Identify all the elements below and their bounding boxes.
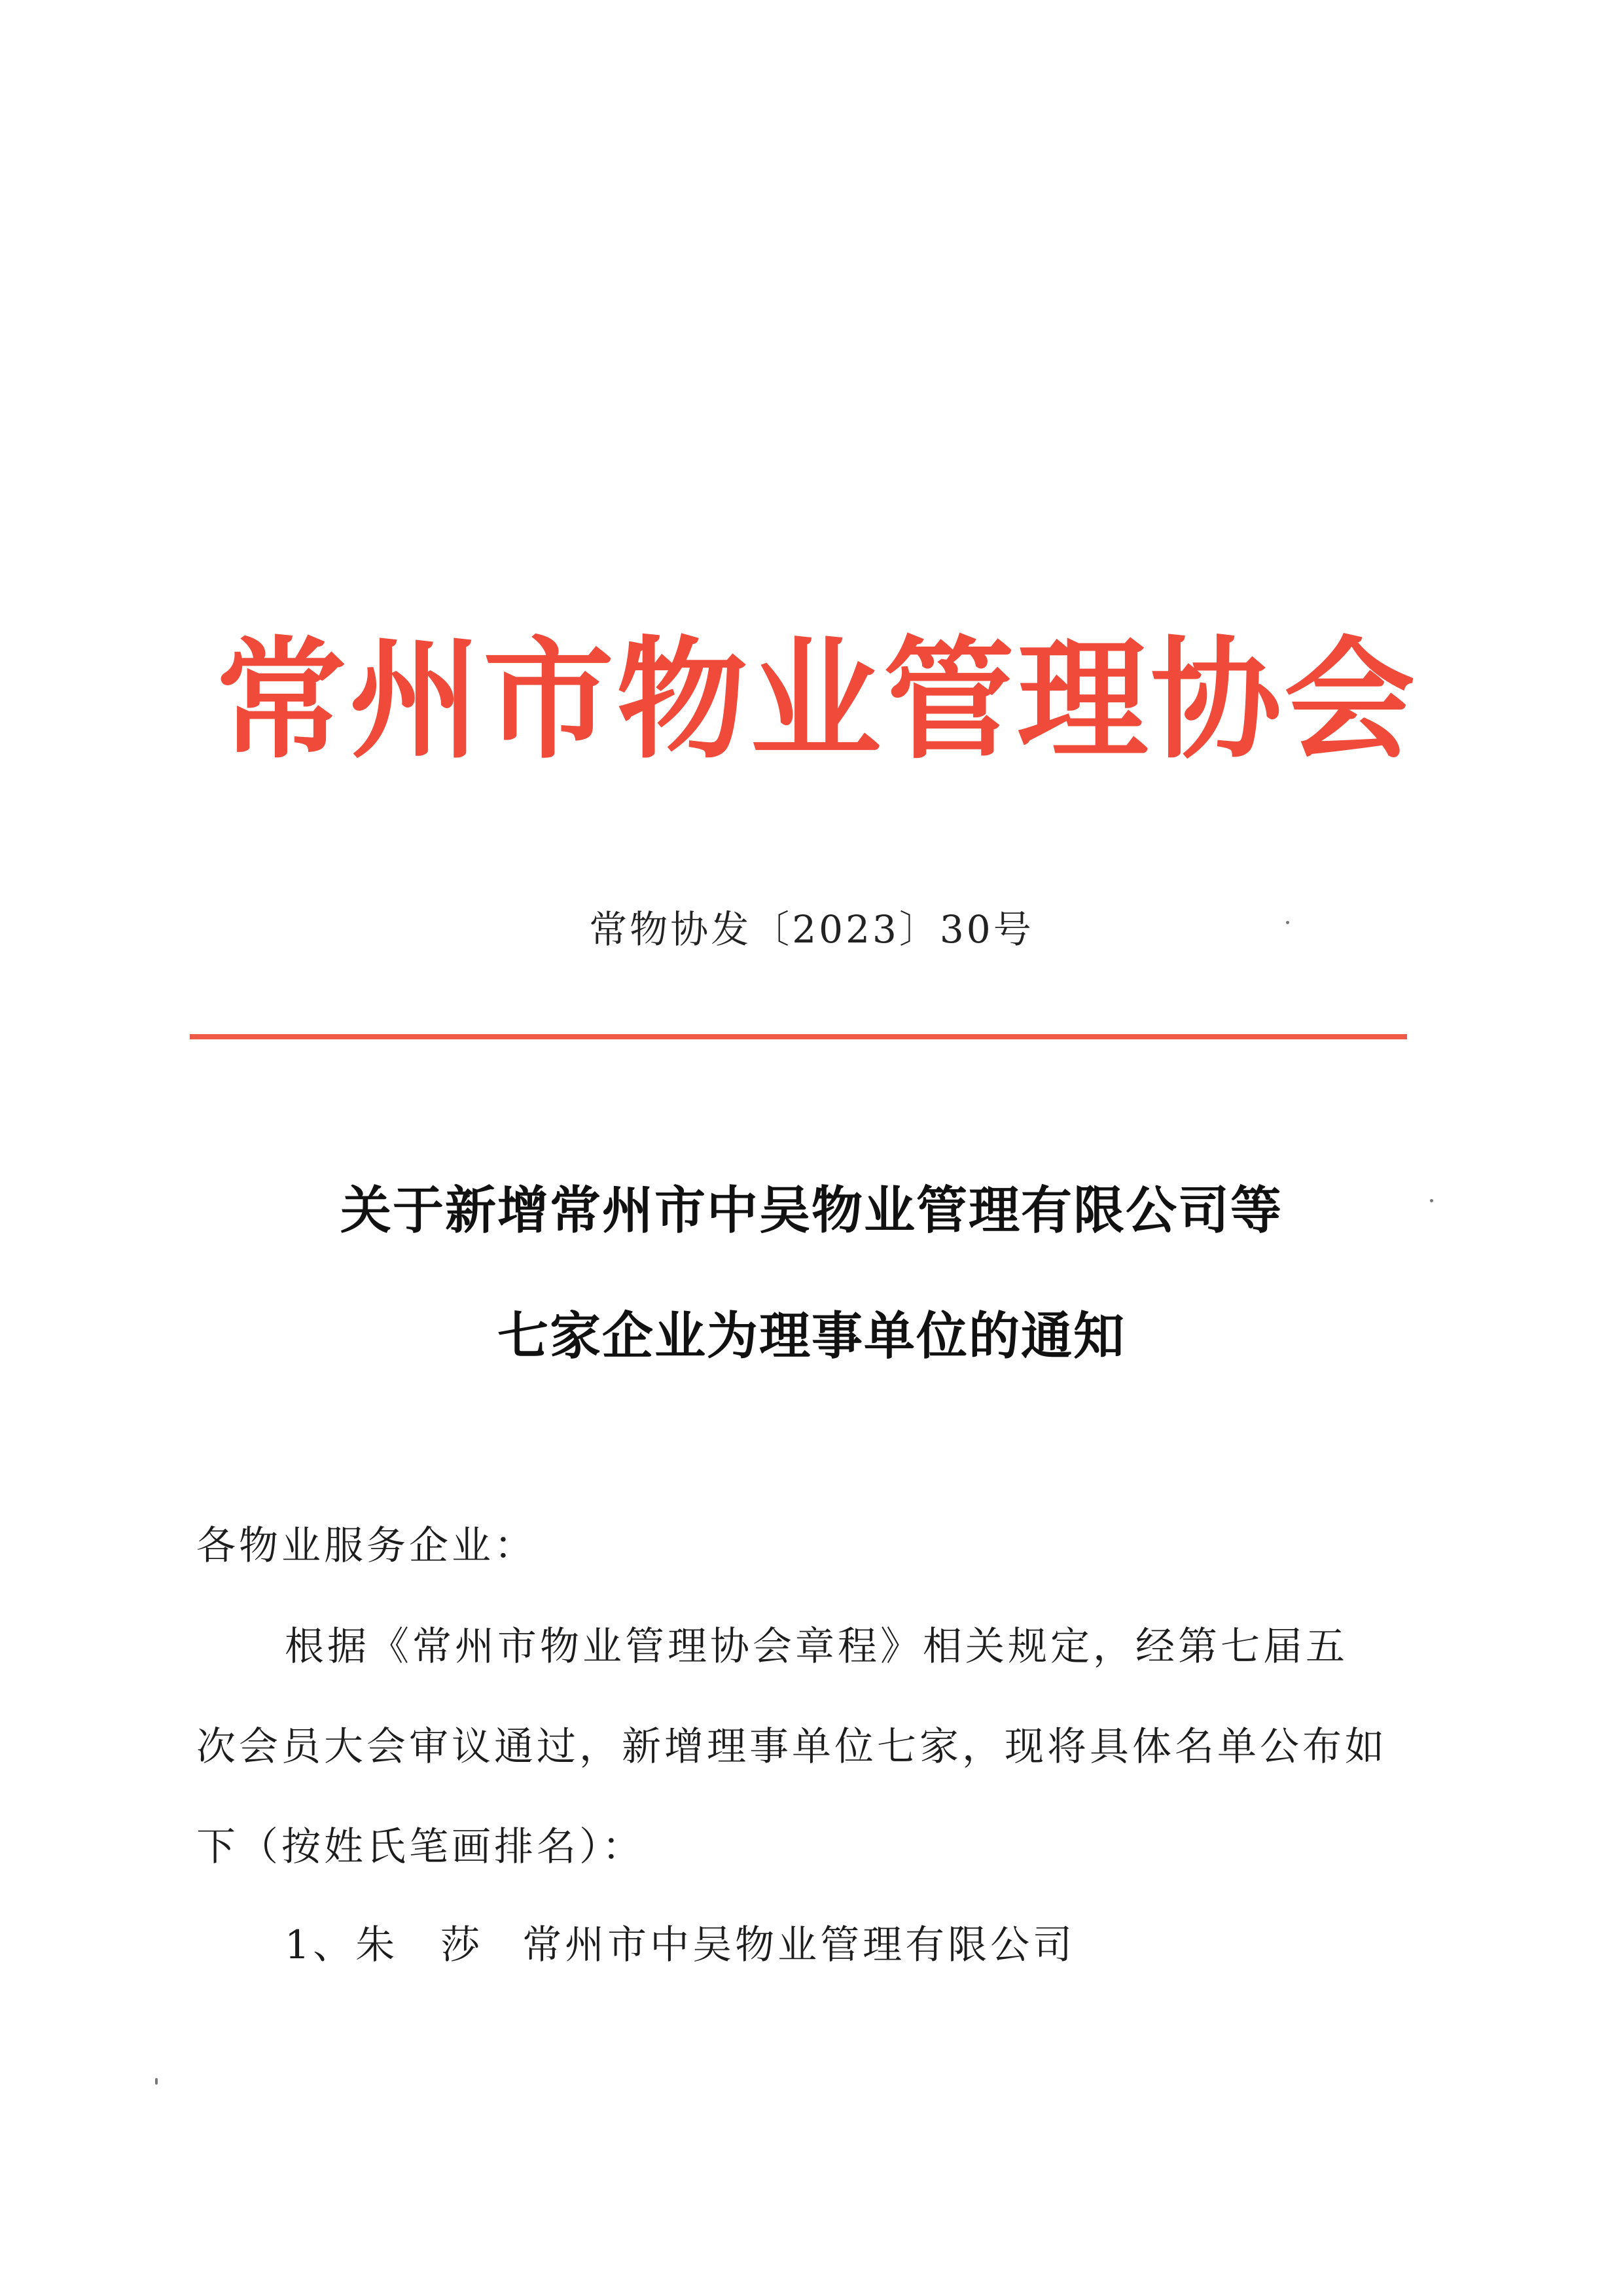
salutation: 各物业服务企业： (196, 1523, 537, 1569)
scan-speck (155, 2078, 158, 2085)
list-item (285, 1919, 1407, 1971)
paragraph-line-3: 下（按姓氏笔画排名）： (196, 1824, 645, 1870)
red-divider-line (190, 1034, 1407, 1039)
list-item-person-name: 朱 莎 (355, 1922, 484, 1968)
notice-title-line-2: 七家企业为理事单位的通知 (497, 1307, 1126, 1366)
list-item-index: 1、 (285, 1922, 356, 1968)
scan-speck (1430, 1199, 1433, 1202)
document-number: 常物协发〔2023〕30号 (589, 907, 1034, 952)
organization-masthead: 常州市物业管理协会 (216, 623, 1418, 777)
scan-speck (1286, 921, 1289, 924)
paragraph-line-2: 次会员大会审议通过，新增理事单位七家，现将具体名单公布如 (196, 1724, 1387, 1770)
paragraph-line-1: 根据《常州市物业管理协会章程》相关规定，经第七届五 (285, 1624, 1348, 1670)
notice-title-line-1: 关于新增常州市中吴物业管理有限公司等 (340, 1181, 1283, 1240)
list-item-company: 常州市中吴物业管理有限公司 (522, 1922, 1076, 1968)
